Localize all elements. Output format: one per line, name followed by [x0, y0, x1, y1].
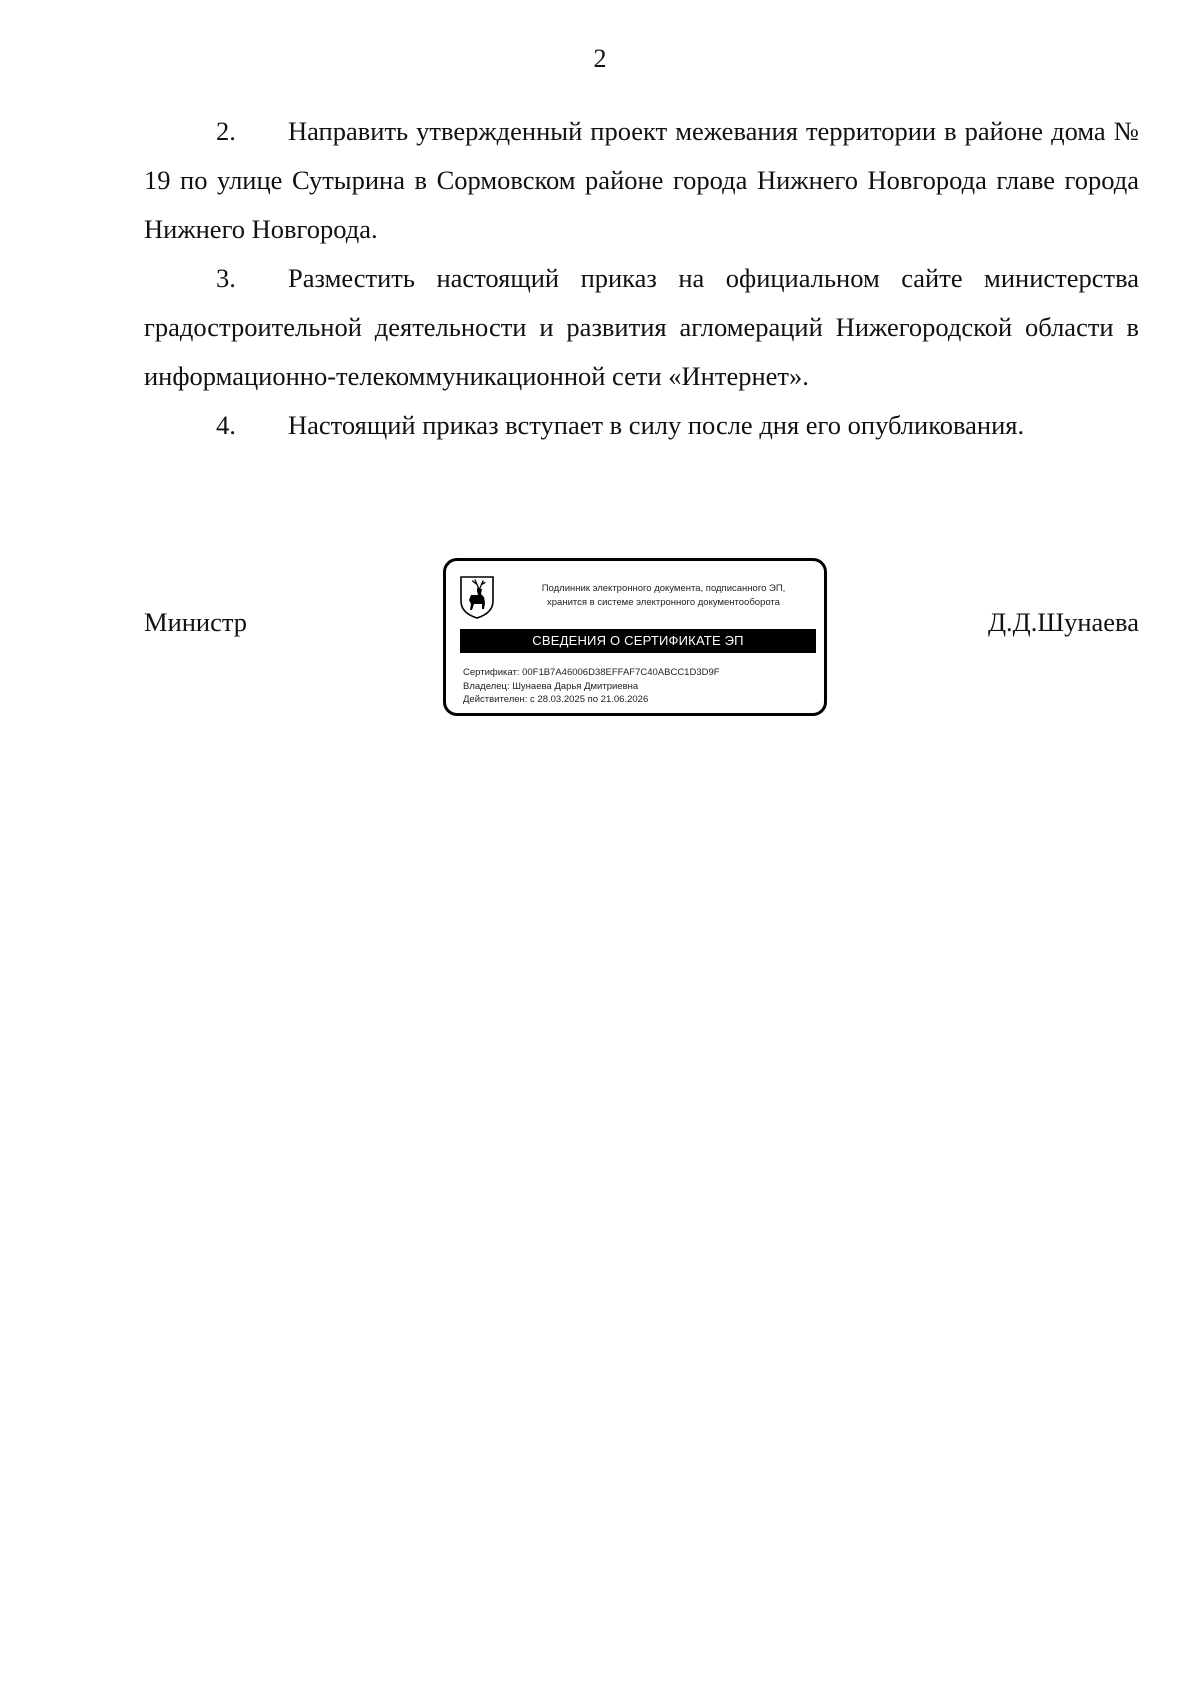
signatory-name: Д.Д.Шунаева [987, 607, 1139, 637]
paragraph-4 [144, 401, 1139, 450]
paragraph-2 [144, 107, 1139, 254]
certificate-serial: Сертификат: 00F1B7A46006D38EFFAF7C40ABCC1D3D9F [463, 667, 720, 678]
certificate-details [463, 666, 720, 707]
paragraph-text: Направить утвержденный проект межевания территории в районе дома № 19 по улице Сутырина в Сормовском районе города Нижнего Новгорода главе города Нижнего Новгорода. [144, 116, 1139, 244]
paragraph-text: Разместить настоящий приказ на официальном сайте министерства градостроительной деятельности и развития агломераций Нижегородской области в информационно-телекоммуникационной сети «Интернет». [144, 263, 1139, 391]
stamp-header-line-1: Подлинник электронного документа, подписанного ЭП, [541, 583, 786, 594]
certificate-validity: Действителен: с 28.03.2025 по 21.06.2026 [463, 694, 649, 705]
paragraph-number: 2. [216, 116, 236, 146]
stamp-title: СВЕДЕНИЯ О СЕРТИФИКАТЕ ЭП [460, 629, 816, 653]
stamp-header [506, 582, 821, 610]
page-number: 2 [593, 44, 607, 73]
nizhny-novgorod-deer-emblem-icon [459, 575, 495, 619]
stamp-header-line-2: хранится в системе электронного документооборота [547, 597, 780, 608]
certificate-owner: Владелец: Шунаева Дарья Дмитриевна [463, 680, 639, 692]
paragraph-3 [144, 254, 1139, 401]
paragraph-text: Настоящий приказ вступает в силу после дня его опубликования. [288, 410, 1025, 440]
paragraph-number: 3. [216, 263, 236, 293]
paragraph-number: 4. [216, 410, 236, 440]
signatory-position: Министр [144, 607, 248, 637]
document-body [144, 107, 1139, 450]
electronic-signature-stamp [443, 558, 827, 716]
